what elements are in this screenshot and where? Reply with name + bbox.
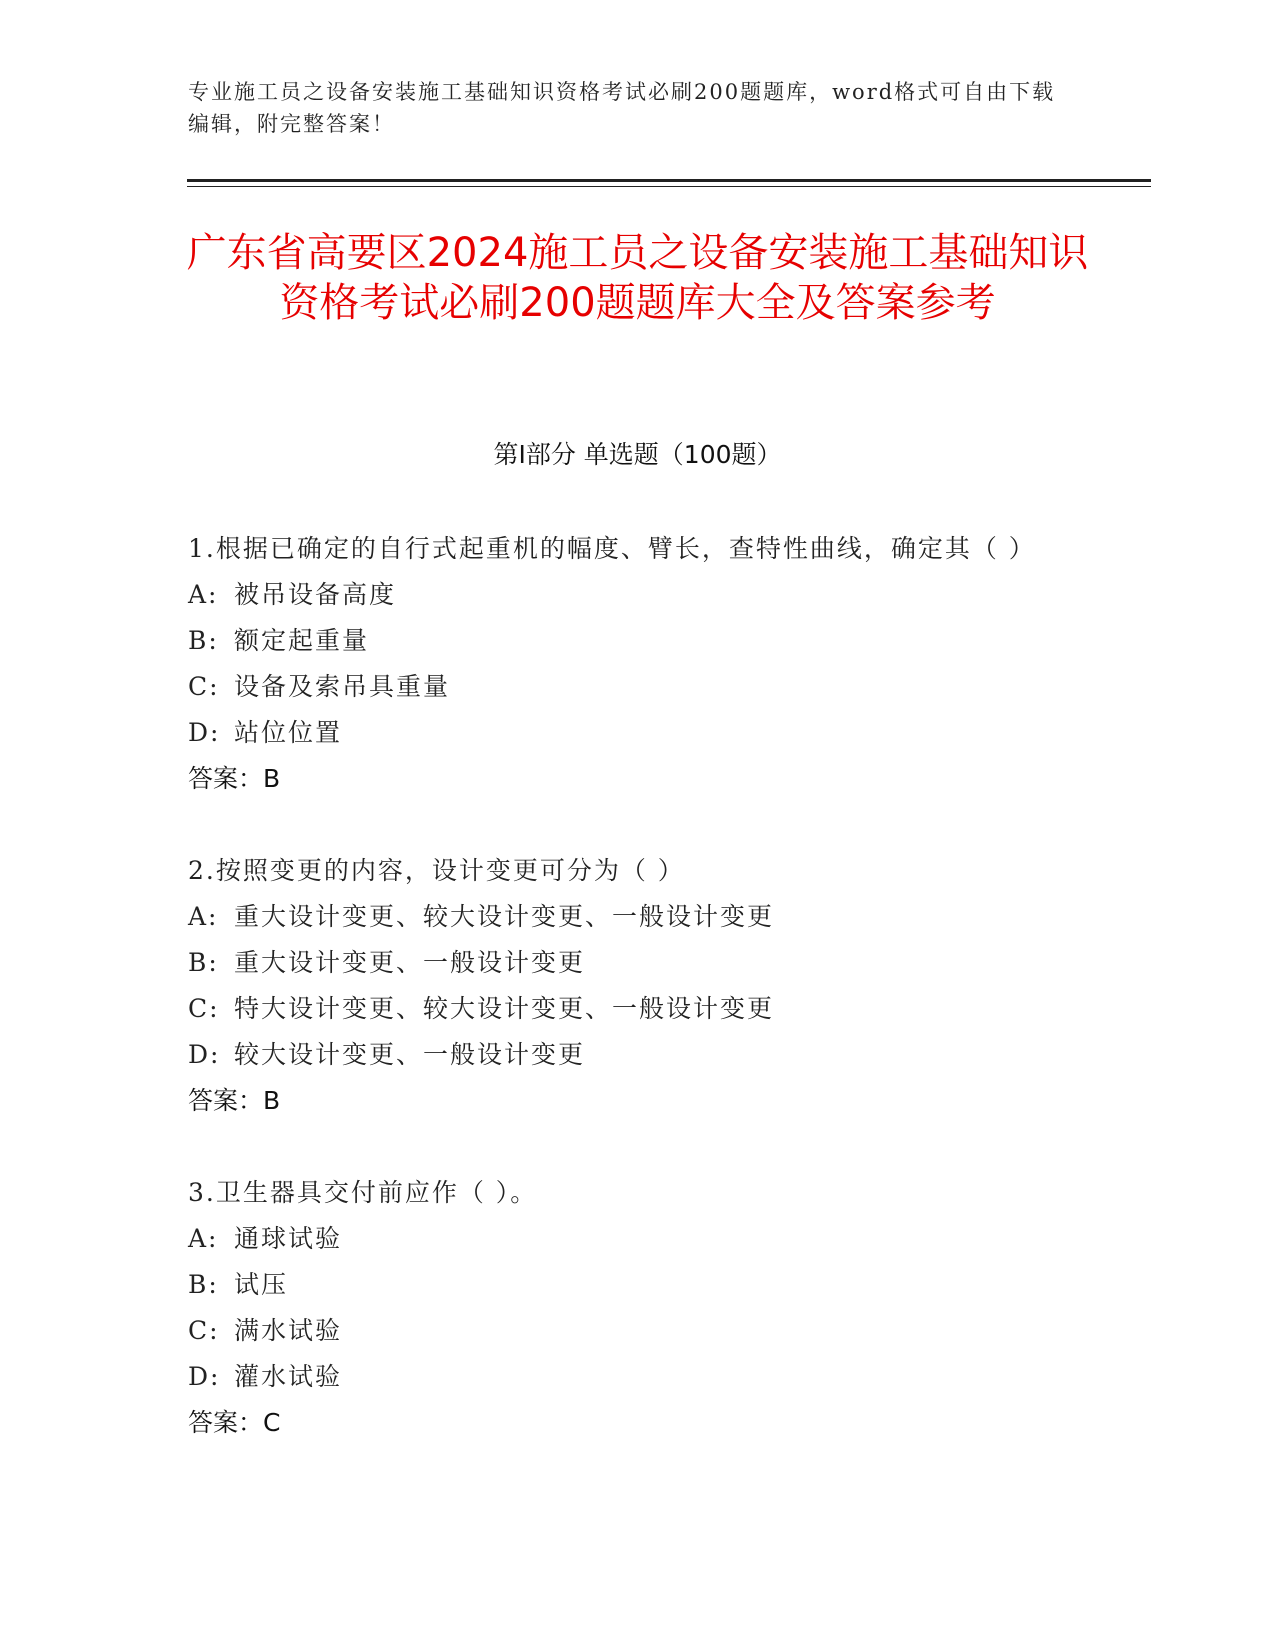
option-d xyxy=(188,1032,1078,1078)
option-letter: C: xyxy=(188,672,220,701)
option-text: 重大设计变更、较大设计变更、一般设计变更 xyxy=(234,902,775,931)
option-letter: D: xyxy=(188,1040,221,1069)
option-text: 特大设计变更、较大设计变更、一般设计变更 xyxy=(234,994,775,1023)
answer-line: 答案：C xyxy=(188,1408,281,1437)
question-list xyxy=(188,526,1078,1492)
question-text: 3.卫生器具交付前应作（ ）。 xyxy=(188,1178,538,1207)
option-d xyxy=(188,1354,1078,1400)
option-letter: A: xyxy=(188,1224,219,1253)
answer-line: 答案：B xyxy=(188,764,281,793)
option-d xyxy=(188,710,1078,756)
option-letter: B: xyxy=(188,626,219,655)
option-b xyxy=(188,1262,1078,1308)
option-b xyxy=(188,940,1078,986)
header-note: 专业施工员之设备安装施工基础知识资格考试必刷200题题库，word格式可自由下载编辑，附完整答案！ xyxy=(188,80,1056,136)
option-a xyxy=(188,572,1078,618)
answer-line: 答案：B xyxy=(188,1086,281,1115)
option-text: 满水试验 xyxy=(234,1316,343,1345)
question-text: 1.根据已确定的自行式起重机的幅度、臂长，查特性曲线，确定其（ ） xyxy=(188,534,1036,563)
header-rule-thin xyxy=(187,186,1151,187)
option-text: 试压 xyxy=(234,1270,289,1299)
option-a xyxy=(188,1216,1078,1262)
option-c xyxy=(188,1308,1078,1354)
option-text: 站位位置 xyxy=(234,718,343,747)
section-heading: 第Ⅰ部分 单选题（100题） xyxy=(493,440,782,469)
option-text: 设备及索吊具重量 xyxy=(234,672,451,701)
option-letter: A: xyxy=(188,580,219,609)
option-letter: C: xyxy=(188,994,220,1023)
option-letter: A: xyxy=(188,902,219,931)
header-rule-thick xyxy=(187,179,1151,182)
option-letter: D: xyxy=(188,1362,221,1391)
option-text: 灌水试验 xyxy=(234,1362,343,1391)
option-letter: D: xyxy=(188,718,221,747)
option-text: 通球试验 xyxy=(234,1224,343,1253)
question-text: 2.按照变更的内容，设计变更可分为（ ） xyxy=(188,856,685,885)
option-letter: C: xyxy=(188,1316,220,1345)
option-text: 重大设计变更、一般设计变更 xyxy=(234,948,586,977)
option-b xyxy=(188,618,1078,664)
question-1 xyxy=(188,526,1078,802)
option-letter: B: xyxy=(188,1270,219,1299)
option-a xyxy=(188,894,1078,940)
option-text: 被吊设备高度 xyxy=(234,580,397,609)
option-c xyxy=(188,664,1078,710)
document-title: 广东省高要区2024施工员之设备安装施工基础知识资格考试必刷200题题库大全及答案参考 xyxy=(186,230,1089,326)
option-text: 较大设计变更、一般设计变更 xyxy=(234,1040,586,1069)
question-2 xyxy=(188,848,1078,1124)
option-c xyxy=(188,986,1078,1032)
option-letter: B: xyxy=(188,948,219,977)
option-text: 额定起重量 xyxy=(234,626,370,655)
question-3 xyxy=(188,1170,1078,1446)
